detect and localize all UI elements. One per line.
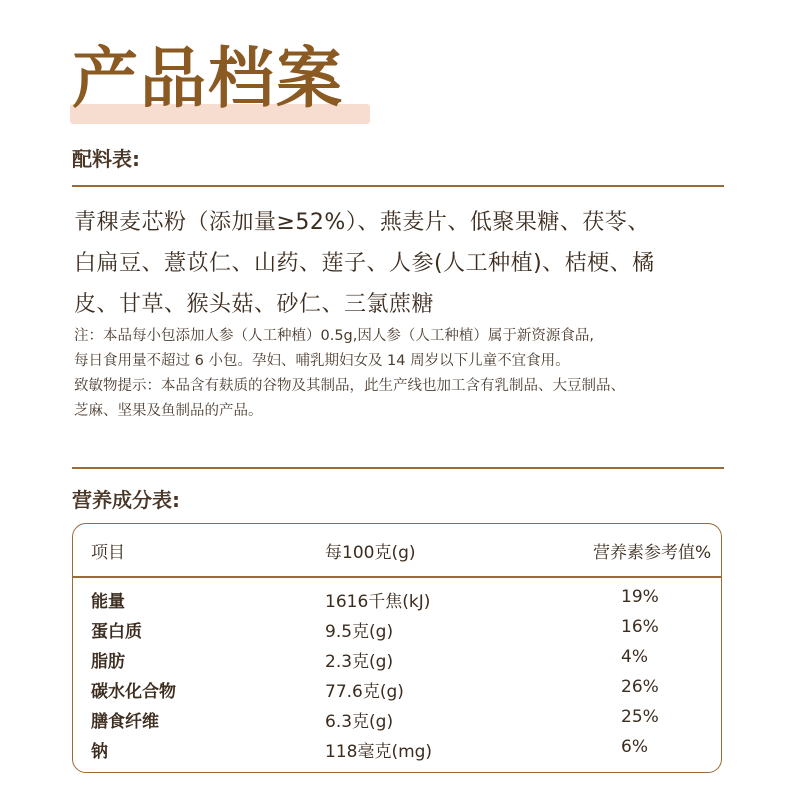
table-header-amount: 每100克(g) [325,543,416,563]
row-nrv: 25% [621,707,659,727]
row-name: 钠 [91,742,108,762]
row-amount: 77.6克(g) [325,682,404,702]
row-amount: 118毫克(mg) [325,742,433,762]
ingredients-list [74,202,734,325]
row-nrv: 19% [621,587,659,607]
row-amount: 9.5克(g) [325,622,394,642]
row-nrv: 16% [621,617,659,637]
note-line: 注：本品每小包添加人参（人工种植）0.5g,因人参（人工种植）属于新资源食品, [74,328,594,344]
ingredients-line: 白扁豆、薏苡仁、山药、莲子、人参(人工种植)、桔梗、橘 [74,251,655,276]
table-header-divider [73,576,721,578]
row-nrv: 4% [621,647,648,667]
notes-block [74,324,734,424]
page-title: 产品档案 [72,40,344,117]
nutrition-table [72,523,722,773]
table-header-nrv: 营养素参考值% [593,543,712,563]
note-line: 每日食用量不超过 6 小包。孕妇、哺乳期妇女及 14 周岁以下儿童不宜食用。 [74,353,570,369]
row-nrv: 6% [621,737,648,757]
row-amount: 2.3克(g) [325,652,394,672]
ingredients-line: 青稞麦芯粉（添加量≥52%）、燕麦片、低聚果糖、茯苓、 [74,210,650,235]
allergen-line: 致敏物提示：本品含有麸质的谷物及其制品，此生产线也加工含有乳制品、大豆制品、 [74,378,625,394]
row-amount: 6.3克(g) [325,712,394,732]
table-header-item: 项目 [91,543,125,563]
ingredients-heading: 配料表: [72,147,140,171]
row-name: 蛋白质 [91,622,142,642]
ingredients-divider [72,185,724,187]
row-name: 能量 [91,592,125,612]
row-name: 碳水化合物 [91,682,176,702]
title-block [70,30,380,130]
allergen-line: 芝麻、坚果及鱼制品的产品。 [74,403,263,419]
row-name: 膳食纤维 [91,712,159,732]
row-amount: 1616千焦(kJ) [325,592,431,612]
nutrition-heading: 营养成分表: [72,488,180,512]
ingredients-line: 皮、甘草、猴头菇、砂仁、三氯蔗糖 [74,292,435,317]
nutrition-divider [72,467,724,469]
row-nrv: 26% [621,677,659,697]
row-name: 脂肪 [91,652,125,672]
